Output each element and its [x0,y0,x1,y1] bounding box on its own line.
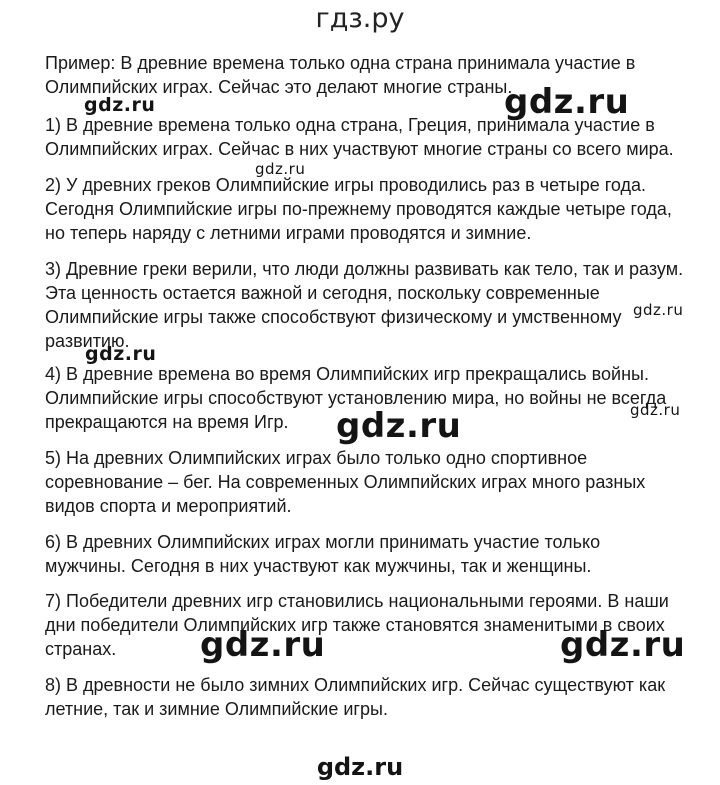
watermark: gdz.ru [633,301,684,319]
watermark: gdz.ru [200,625,326,665]
watermark: gdz.ru [504,82,630,122]
example-paragraph: Пример: В древние времена только одна страна принимала участие в Олимпийских играх. Сейчас это делают многие страны. [45,53,636,97]
watermark: gdz.ru [255,160,306,178]
watermark: gdz.ru [630,401,681,419]
answer-paragraph-2: 2) У древних греков Олимпийские игры проводились раз в четыре года. Сегодня Олимпийские игры по-прежнему проводятся каждые четыре года, но теперь наряду с летними играми проводятся и зимние. [45,175,672,243]
answer-paragraph-5: 5) На древних Олимпийских играх было только одно спортивное соревнование – бег. На современных Олимпийских играх много разных видов спорта и мероприятий. [45,448,646,516]
site-footer-watermark: gdz.ru [316,753,404,781]
watermark: gdz.ru [560,625,686,665]
answer-paragraph-3: 3) Древние греки верили, что люди должны развивать как тело, так и разум. Эта ценность остается важной и сегодня, поскольку современные Олимпийские игры также способствуют физическому и умственному развитию. [45,259,684,351]
answer-paragraph-6: 6) В древних Олимпийских играх могли принимать участие только мужчины. Сегодня в них участвуют как мужчины, так и женщины. [45,532,601,576]
answer-paragraph-4: 4) В древние времена во время Олимпийских игр прекращались войны. Олимпийские игры способствуют установлению мира, но войны не всегда прекращаются на время Игр. [45,364,667,432]
answer-paragraph-8: 8) В древности не было зимних Олимпийских игр. Сейчас существуют как летние, так и зимние Олимпийские игры. [45,675,666,719]
watermark: gdz.ru [84,94,156,116]
watermark: gdz.ru [85,343,157,365]
answer-paragraph-1: 1) В древние времена только одна страна, Греция, принимала участие в Олимпийских играх. Сейчас в них участвуют многие страны со всего мира. [45,115,674,159]
watermark: gdz.ru [336,406,462,446]
answer-paragraph-7: 7) Победители древних игр становились национальными героями. В наши дни победители Олимпийских игр также становятся знаменитыми в своих странах. [45,591,669,659]
site-header-title: гдз.ру [315,3,405,34]
